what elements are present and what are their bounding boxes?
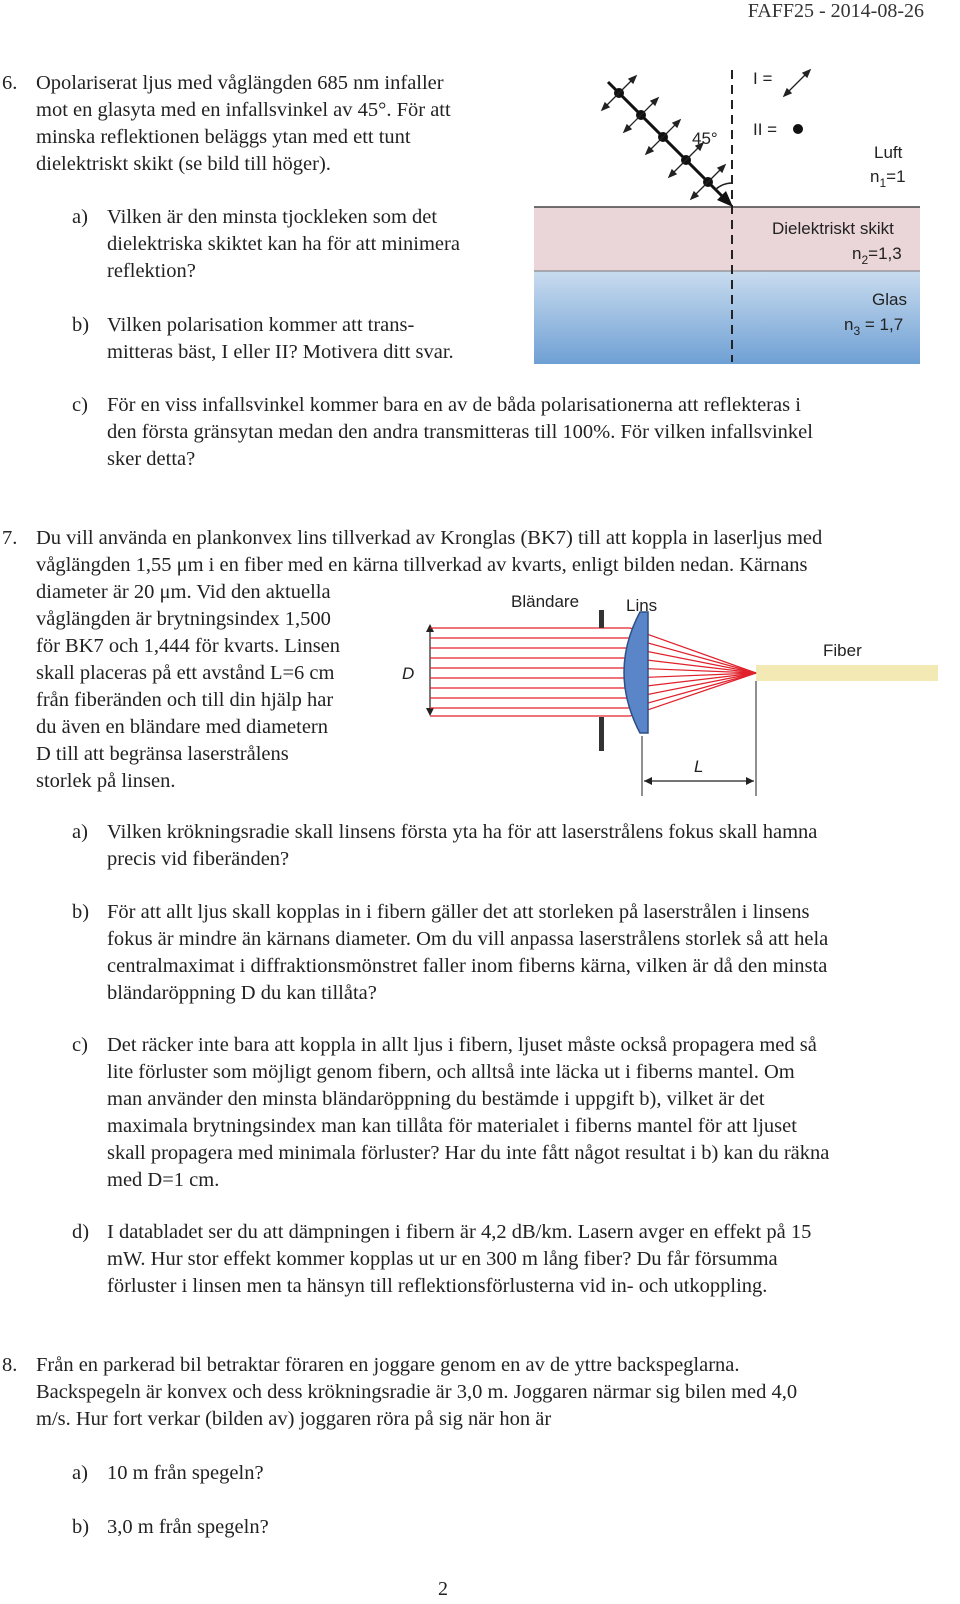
layer-label: Dielektriskt skikt xyxy=(772,219,894,238)
q7c-text: lite förluster som möjligt genom fibern, och alltså inte läcka ut i fiberns mantel. Om xyxy=(107,1061,795,1083)
q6b-text: mitteras bäst, I eller II? Motivera ditt svar. xyxy=(107,341,454,363)
q7c-text: man använder den minsta bländaröppning du bestämde i uppgift b), vilket är det xyxy=(107,1088,765,1110)
q8a-label: a) xyxy=(72,1462,88,1484)
svg-text:n3 = 1,7: $n_3 = 1,7$ xyxy=(844,315,904,338)
q7-intro-line: D till att begränsa laserstrålens xyxy=(36,743,289,765)
fiber-label: Fiber xyxy=(823,641,862,660)
question-7-number: 7. xyxy=(2,527,18,549)
q7c-text: maximala brytningsindex man kan tillåta för materialet i fiberns mantel för att ljuset xyxy=(107,1115,797,1137)
angle-label: 45° xyxy=(692,129,718,148)
q7c-text: skall propagera med minimala förluster? Har du inte fått något resultat i b) kan du räkna xyxy=(107,1142,830,1164)
q7b-text: centralmaximat i diffraktionsmönstret faller inom fiberns kärna, vilken är då den minsta xyxy=(107,955,828,977)
q6a-text: dielektriska skiktet kan ha för att minimera xyxy=(107,233,460,255)
q7-figure xyxy=(398,586,938,801)
q7-intro-line: storlek på linsen. xyxy=(36,770,176,792)
q6a-text: reflektion? xyxy=(107,260,196,282)
glass-label: Glas xyxy=(872,290,907,309)
svg-text:n1=1: $n_1=1$ xyxy=(870,167,906,190)
lens xyxy=(624,612,648,733)
laser-rays xyxy=(430,628,756,716)
q7a-text: Vilken krökningsradie skall linsens första yta ha för att laserstrålens fokus skall hamna xyxy=(107,821,818,843)
fiber xyxy=(756,665,938,681)
q6c-text: sker detta? xyxy=(107,448,196,470)
q6-intro-line: dielektriskt skikt (se bild till höger). xyxy=(36,153,331,175)
q7b-text: För att allt ljus skall kopplas in i fibern gäller det att storleken på laserstrålen i linsens xyxy=(107,901,810,923)
q6-intro-line: Opolariserat ljus med våglängden 685 nm infaller xyxy=(36,72,444,94)
page-number: 2 xyxy=(438,1578,448,1600)
q7b-text: bländaröppning D du kan tillåta? xyxy=(107,982,377,1004)
q6-intro-line: minska reflektionen beläggs ytan med ett tunt xyxy=(36,126,411,148)
q6a-label: a) xyxy=(72,206,88,228)
aperture-bottom xyxy=(599,717,604,751)
q7-intro-line: skall placeras på ett avstånd L=6 cm xyxy=(36,662,335,684)
q7a-text: precis vid fiberänden? xyxy=(107,848,290,870)
q8-text: m/s. Hur fort verkar (bilden av) joggaren röra på sig när hon är xyxy=(36,1408,552,1430)
q7a-label: a) xyxy=(72,821,88,843)
q7-intro-line: diameter är 20 μm. Vid den aktuella xyxy=(36,581,331,603)
q7-intro-line: från fiberänden och till din hjälp har xyxy=(36,689,334,711)
q7d-text: mW. Hur stor effekt kommer kopplas ut ur en 300 m lång fiber? Du får försumma xyxy=(107,1248,778,1270)
q6c-label: c) xyxy=(72,394,88,416)
q8a-text: 10 m från spegeln? xyxy=(107,1462,264,1484)
q7b-text: fokus är mindre än kärnans diameter. Om du vill anpassa laserstrålens storlek så att hela xyxy=(107,928,829,950)
q7d-label: d) xyxy=(72,1221,90,1243)
q7b-label: b) xyxy=(72,901,90,923)
pol2-dot xyxy=(793,124,803,134)
q8-text: Backspegeln är konvex och dess krökningsradie är 3,0 m. Joggaren närmar sig bilen med 4,0 xyxy=(36,1381,798,1403)
q7d-text: I databladet ser du att dämpningen i fibern är 4,2 dB/km. Lasern avger en effekt på 15 xyxy=(107,1221,812,1243)
q7c-text: med D=1 cm. xyxy=(107,1169,220,1191)
q7-intro-line: för BK7 och 1,444 för kvarts. Linsen xyxy=(36,635,341,657)
d-label: D xyxy=(402,664,415,683)
q7-intro-line: våglängden 1,55 μm i en fiber med en kärna tillverkad av kvarts, enligt bilden nedan. Kärnans xyxy=(36,554,808,576)
q7c-label: c) xyxy=(72,1034,88,1056)
air-label: Luft xyxy=(874,143,903,162)
lens-label: Lins xyxy=(626,596,658,615)
q7d-text: förluster i linsen men ta hänsyn till reflektionsförlusterna vid in- och utkoppling. xyxy=(107,1275,768,1297)
q6b-label: b) xyxy=(72,314,90,336)
q7-intro-line: våglängden är brytningsindex 1,500 xyxy=(36,608,331,630)
page-header: FAFF25 - 2014-08-26 xyxy=(747,0,924,22)
pol1-label: I = xyxy=(753,69,773,88)
q8-text: Från en parkerad bil betraktar föraren en joggare genom en av de yttre backspeglarna. xyxy=(36,1354,740,1376)
q7-intro-line: du även en bländare med diametern xyxy=(36,716,328,738)
q7c-text: Det räcker inte bara att koppla in allt ljus i fibern, ljuset måste också propagera med så xyxy=(107,1034,817,1056)
q8b-text: 3,0 m från spegeln? xyxy=(107,1516,269,1538)
l-label: L xyxy=(694,757,704,776)
q6-figure xyxy=(534,62,920,364)
pol2-label: II = xyxy=(753,120,778,139)
aperture-label: Bländare xyxy=(511,592,580,611)
q6c-text: För en viss infallsvinkel kommer bara en av de båda polarisationerna att reflekteras i xyxy=(107,394,801,416)
q6-intro-line: mot en glasyta med en infallsvinkel av 45°. För att xyxy=(36,99,451,121)
q6b-text: Vilken polarisation kommer att trans- xyxy=(107,314,415,336)
q6a-text: Vilken är den minsta tjockleken som det xyxy=(107,206,438,228)
question-8-number: 8. xyxy=(2,1354,18,1376)
svg-text:n2=1,3: $n_2=1,3$ xyxy=(852,244,902,267)
aperture-top xyxy=(599,610,604,628)
q6c-text: den första gränsytan medan den andra transmitteras till 100%. För vilken infallsvinkel xyxy=(107,421,813,443)
q7-intro-line: Du vill använda en plankonvex lins tillverkad av Kronglas (BK7) till att koppla in laserljus med xyxy=(36,527,823,549)
question-6-number: 6. xyxy=(2,72,18,94)
q8b-label: b) xyxy=(72,1516,90,1538)
